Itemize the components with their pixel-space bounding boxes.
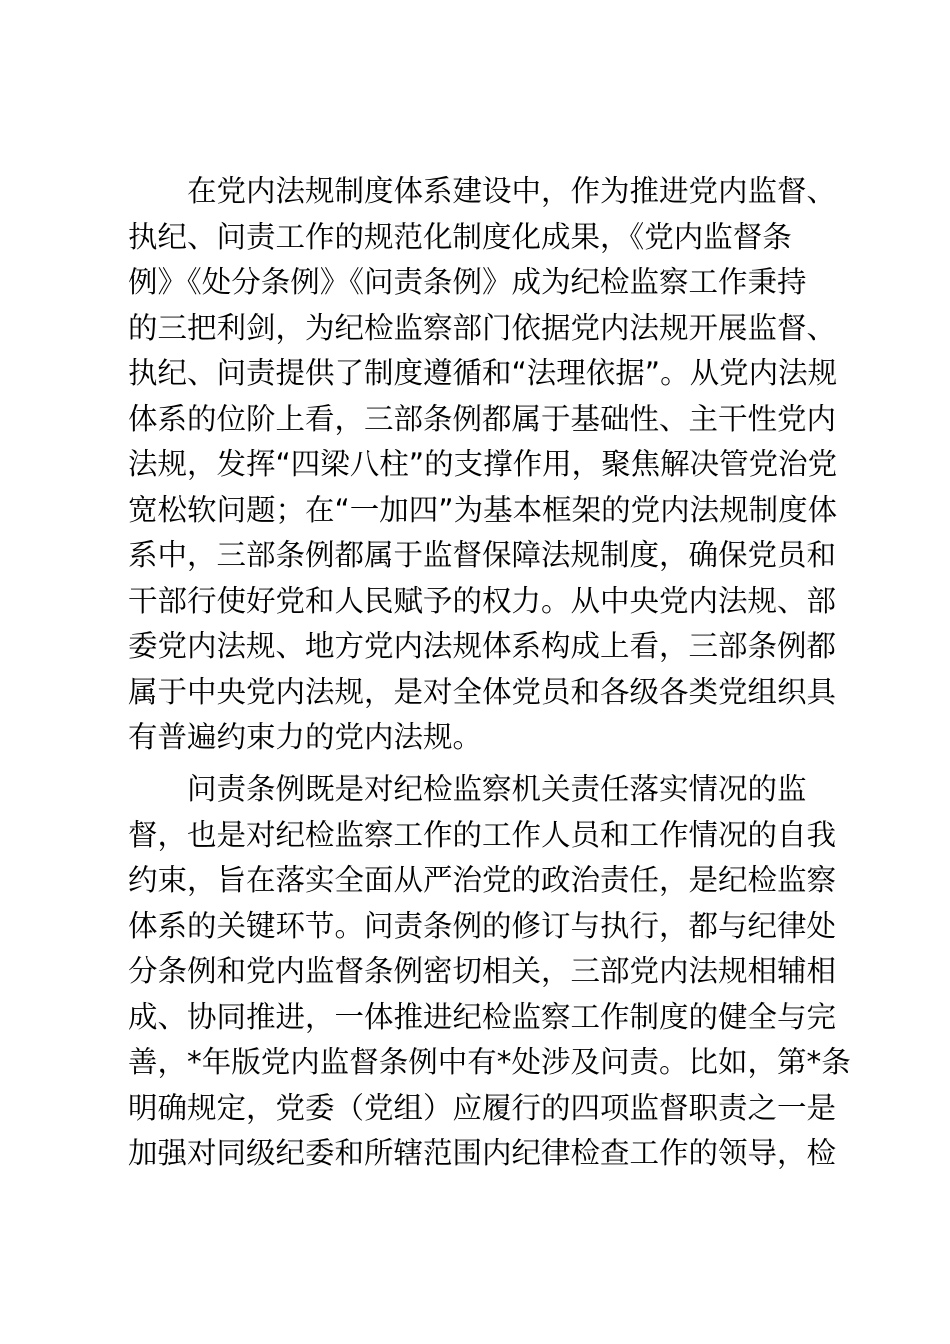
paragraph-line: 执纪、问责提供了制度遵循和“法理依据”。从党内法规 [128, 356, 838, 390]
paragraph-line: 法规，发挥“四梁八柱”的支撑作用，聚焦解决管党治党 [128, 447, 838, 481]
paragraph-line: 加强对同级纪委和所辖范围内纪律检查工作的领导，检 [128, 1136, 837, 1170]
paragraph-line: 督，也是对纪检监察工作的工作人员和工作情况的自我 [128, 817, 837, 852]
paragraph-line: 属于中央党内法规，是对全体党员和各级各类党组织具 [128, 674, 837, 709]
paragraph-line: 委党内法规、地方党内法规体系构成上看，三部条例都 [128, 629, 837, 663]
paragraph-line: 体系的关键环节。问责条例的修订与执行，都与纪律处 [128, 908, 837, 943]
paragraph-line: 的三把利剑，为纪检监察部门依据党内法规开展监督、 [128, 310, 837, 345]
paragraph-line: 成、协同推进，一体推进纪检监察工作制度的健全与完 [128, 999, 837, 1034]
paragraph-line: 系中，三部条例都属于监督保障法规制度，确保党员和 [128, 538, 837, 572]
paragraph-line: 明确规定，党委（党组）应履行的四项监督职责之一是 [128, 1090, 837, 1125]
paragraph-line: 例》《处分条例》《问责条例》成为纪检监察工作秉持 [128, 265, 807, 299]
paragraph-line: 善，*年版党内监督条例中有*处涉及问责。比如，第*条 [128, 1045, 851, 1079]
paragraph-line: 有普遍约束力的党内法规。 [128, 720, 483, 754]
paragraph-line: 分条例和党内监督条例密切相关，三部党内法规相辅相 [128, 954, 837, 988]
paragraph-line: 约束，旨在落实全面从严治党的政治责任，是纪检监察 [128, 863, 837, 897]
paragraph-line: 干部行使好党和人民赋予的权力。从中央党内法规、部 [128, 583, 837, 618]
paragraph-line: 执纪、问责工作的规范化制度化成果，《党内监督条 [128, 219, 792, 254]
paragraph-line: 体系的位阶上看，三部条例都属于基础性、主干性党内 [128, 401, 837, 436]
paragraph-line: 问责条例既是对纪检监察机关责任落实情况的监 [187, 772, 807, 806]
paragraph-2 [128, 767, 851, 1177]
paragraph-line: 在党内法规制度体系建设中，作为推进党内监督、 [187, 174, 837, 208]
paragraph-line: 宽松软问题；在“一加四”为基本框架的党内法规制度体 [128, 492, 838, 527]
paragraph-1 [128, 169, 838, 761]
